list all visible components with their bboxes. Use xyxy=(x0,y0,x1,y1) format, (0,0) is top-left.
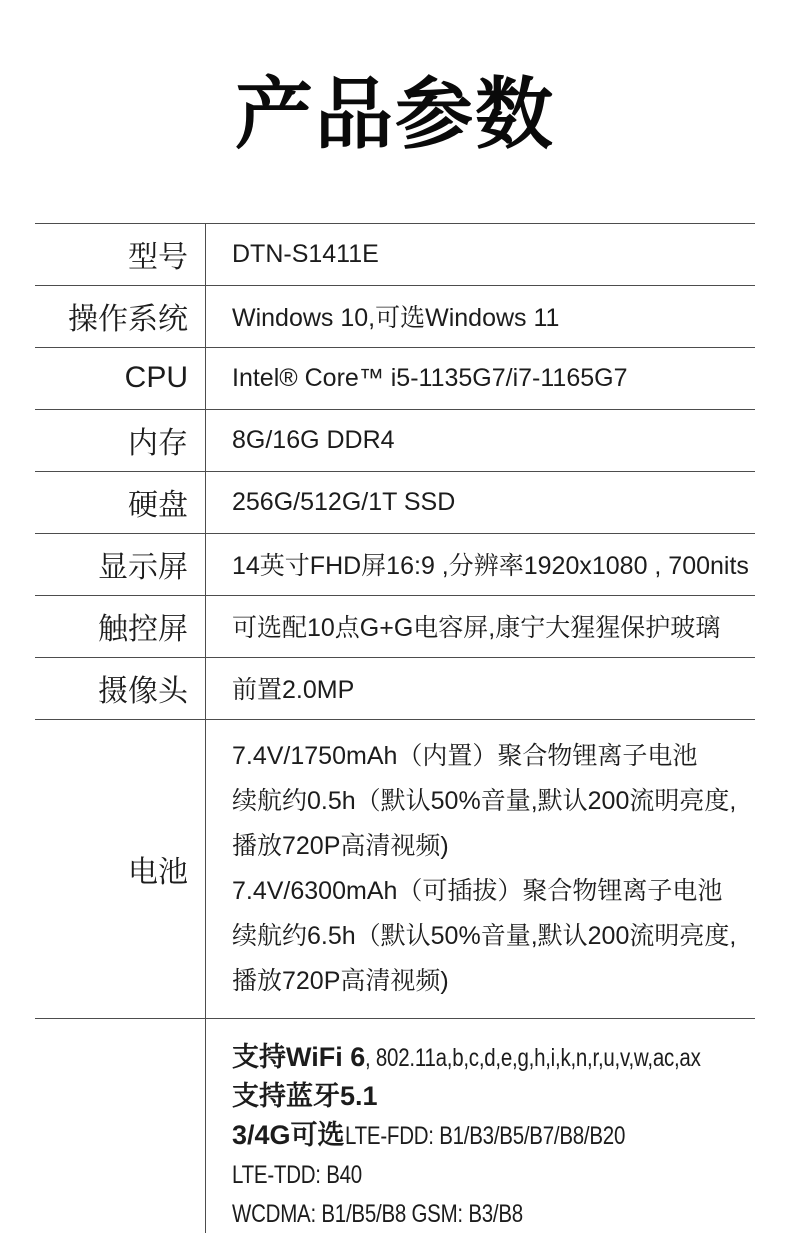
spec-value-cpu: Intel® Core™ i5-1135G7/i7-1165G7 xyxy=(232,363,628,392)
spec-value-storage: 256G/512G/1T SSD xyxy=(232,487,456,516)
wifi-support-label: 支持WiFi 6 xyxy=(232,1041,366,1072)
spec-row-touchscreen xyxy=(35,596,755,658)
spec-value-memory: 8G/16G DDR4 xyxy=(232,425,395,454)
spec-row-cpu xyxy=(35,348,755,410)
spec-value-model: DTN-S1411E xyxy=(232,239,379,268)
spec-label-camera: 摄像头 xyxy=(35,658,206,719)
spec-label-memory: 内存 xyxy=(35,410,206,471)
spec-value-camera: 前置2.0MP xyxy=(232,676,355,705)
spec-row-wireless xyxy=(35,1019,755,1233)
wireless-line-bluetooth xyxy=(232,1077,755,1116)
spec-value-battery xyxy=(206,720,755,1018)
wireless-line-wcdma-gsm xyxy=(232,1194,755,1233)
spec-value-display: 14英寸FHD屏16:9 ,分辨率1920x1080 , 700nits xyxy=(232,552,749,581)
wifi-standards-text: , 802.11a,b,c,d,e,g,h,i,k,n,r,u,v,w,ac,ax xyxy=(365,1043,701,1072)
spec-label-model: 型号 xyxy=(35,224,206,285)
cellular-option-label: 3/4G可选 xyxy=(232,1119,345,1150)
spec-label-os: 操作系统 xyxy=(35,286,206,347)
spec-label-battery: 电池 xyxy=(35,720,206,1018)
lte-tdd-bands-text: LTE-TDD: B40 xyxy=(232,1160,362,1189)
spec-row-display xyxy=(35,534,755,596)
wcdma-gsm-bands-text: WCDMA: B1/B5/B8 GSM: B3/B8 xyxy=(232,1199,523,1228)
battery-line: 续航约6.5h（默认50%音量,默认200流明亮度, xyxy=(232,921,737,950)
battery-line: 7.4V/1750mAh（内置）聚合物锂离子电池 xyxy=(232,741,698,770)
spec-row-os xyxy=(35,286,755,348)
spec-value-wireless xyxy=(206,1019,755,1233)
spec-value-os: Windows 10,可选Windows 11 xyxy=(232,304,560,333)
spec-row-battery xyxy=(35,720,755,1019)
wireless-line-lte-tdd xyxy=(232,1155,755,1194)
wireless-line-cellular xyxy=(232,1116,755,1155)
spec-label-wireless xyxy=(35,1019,206,1233)
spec-row-memory xyxy=(35,410,755,472)
battery-line: 续航约0.5h（默认50%音量,默认200流明亮度, xyxy=(232,786,737,815)
battery-line: 7.4V/6300mAh（可插拔）聚合物锂离子电池 xyxy=(232,876,723,905)
spec-label-storage: 硬盘 xyxy=(35,472,206,533)
spec-table xyxy=(35,223,755,1233)
page-title: 产品参数 xyxy=(234,70,555,158)
spec-row-storage xyxy=(35,472,755,534)
bluetooth-support-label: 支持蓝牙5.1 xyxy=(232,1080,378,1111)
spec-value-touchscreen: 可选配10点G+G电容屏,康宁大猩猩保护玻璃 xyxy=(232,614,721,643)
battery-line: 播放720P高清视频) xyxy=(232,831,449,860)
spec-label-touchscreen: 触控屏 xyxy=(35,596,206,657)
spec-label-display: 显示屏 xyxy=(35,534,206,595)
wireless-line-wifi xyxy=(232,1038,755,1077)
spec-label-cpu: CPU xyxy=(35,348,206,409)
spec-row-model xyxy=(35,224,755,286)
spec-row-camera xyxy=(35,658,755,720)
lte-fdd-bands-text: LTE-FDD: B1/B3/B5/B7/B8/B20 xyxy=(344,1121,625,1150)
battery-line: 播放720P高清视频) xyxy=(232,966,449,995)
